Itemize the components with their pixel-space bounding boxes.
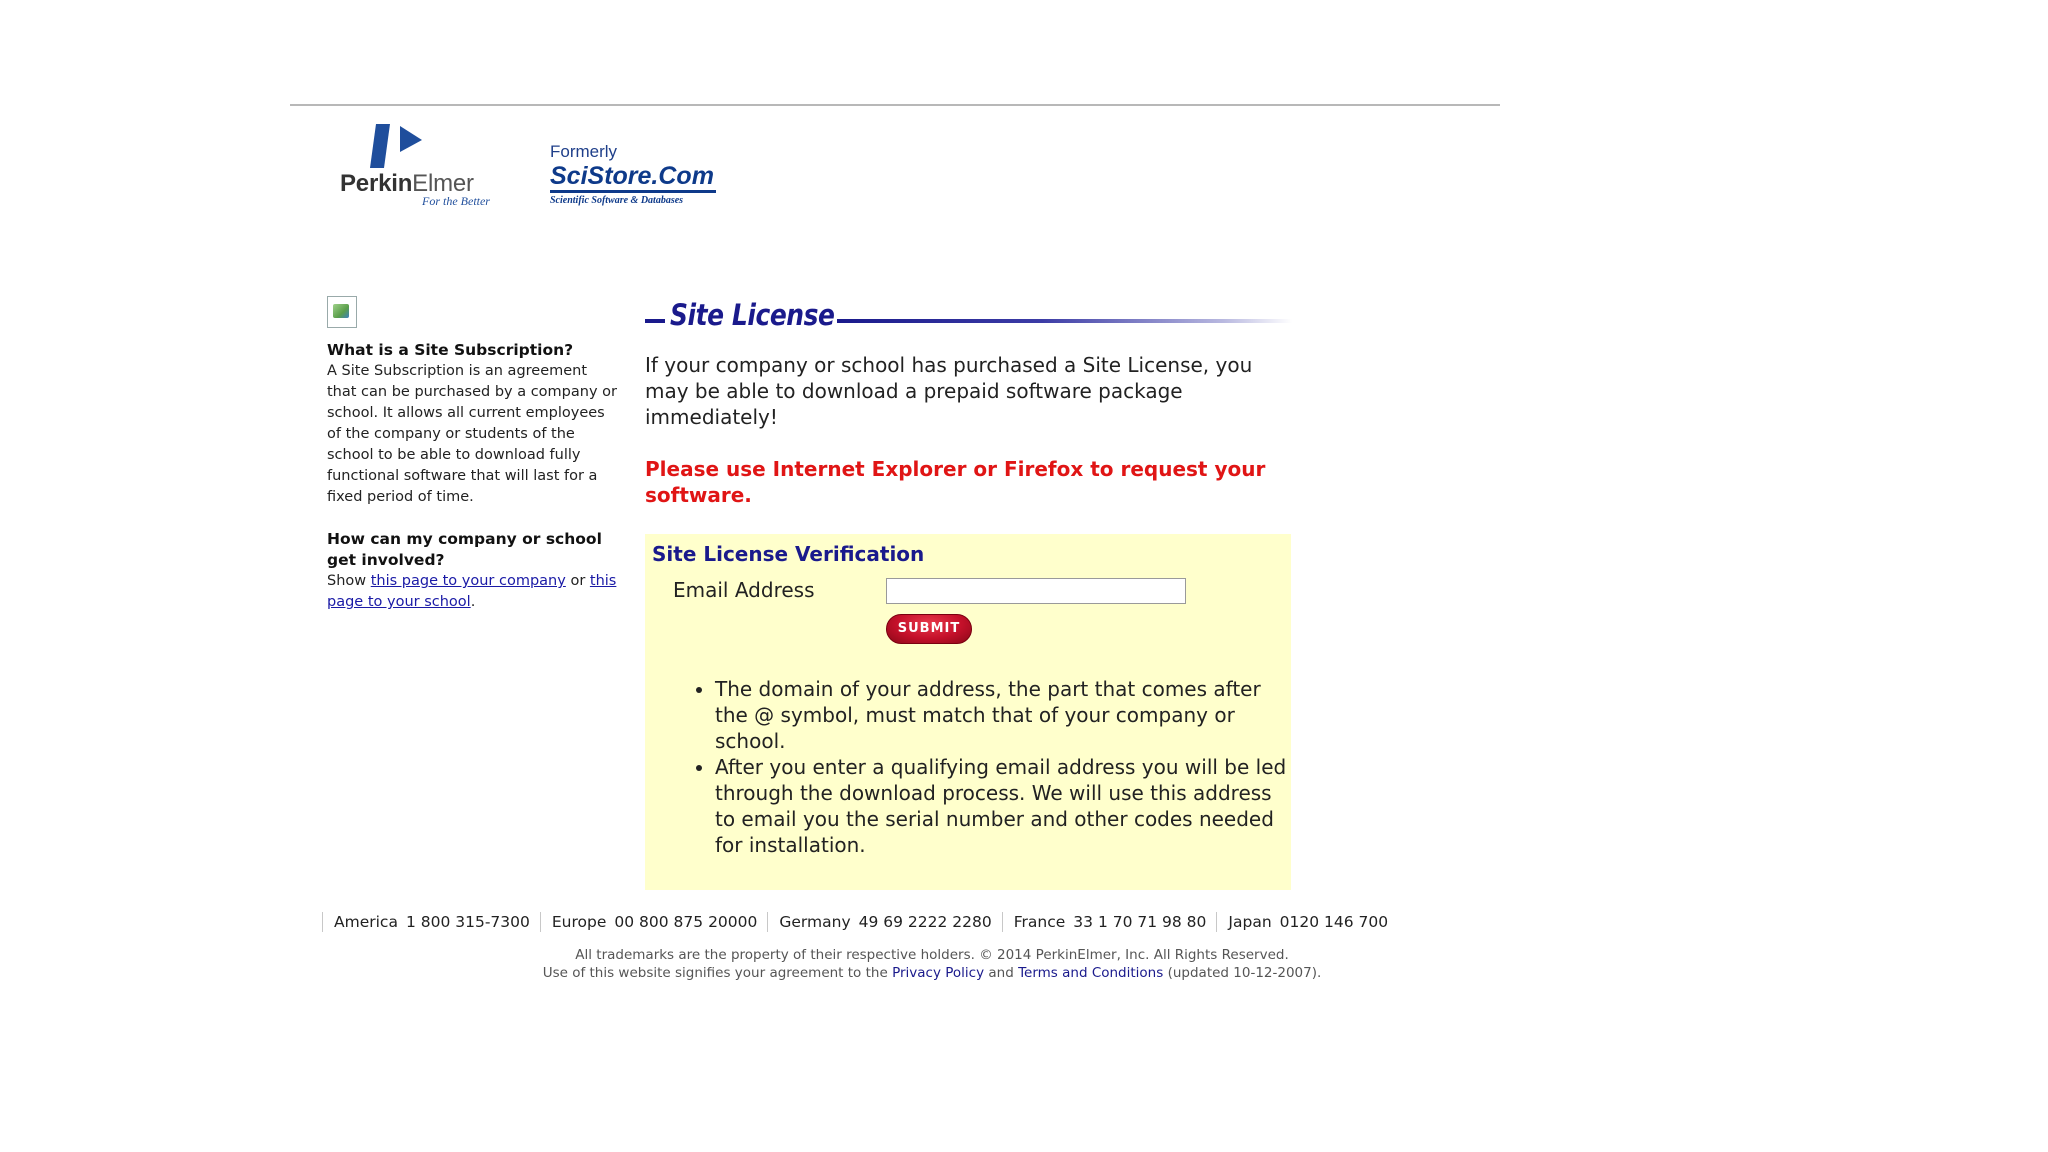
sidebar-question-subscription: What is a Site Subscription? [327,341,574,359]
scistore-tagline: Scientific Software & Databases [550,195,684,206]
period-text: . [470,594,476,610]
phone-france [1002,912,1217,932]
updated-text: (updated 10-12-2007). [1167,965,1322,981]
wordmark-first: Perkin [340,170,413,197]
title-dash [645,319,665,323]
perkinelmer-logo[interactable] [338,122,508,212]
scistore-wordmark: SciStore.Com [550,162,716,193]
sidebar-question-involved: How can my company or school get involved? [327,530,602,569]
phone-number: 1 800 315-7300 [405,913,530,931]
phone-number: 33 1 70 71 98 80 [1073,913,1207,931]
phone-number: 49 69 2222 2280 [858,913,992,931]
and-text: and [988,965,1014,981]
agreement-line [322,964,1542,982]
phone-region: Europe [551,913,607,931]
list-item: • The domain of your address, the part that comes after the @ symbol, must match that of your company or school. [715,676,1295,754]
legal-footer [322,946,1542,982]
verification-notes [689,676,1295,858]
list-item: • After you enter a qualifying email address you will be led through the download process. We will use this address to email you the serial number and other codes needed for installation. [715,754,1295,858]
logo-tagline: For the Better [422,194,490,208]
email-field[interactable] [886,578,1186,604]
phone-europe [540,912,768,932]
phone-region: France [1013,913,1066,931]
terms-link[interactable]: Terms and Conditions [1018,965,1164,981]
copyright-text: All trademarks are the property of their respective holders. © 2014 PerkinElmer, Inc. All Rights Reserved. [575,947,1289,963]
title-underline [837,319,1292,323]
page-title: Site License [670,298,835,332]
or-text: or [570,573,586,589]
verification-panel [645,534,1291,890]
top-divider [290,104,1500,106]
phone-region: Japan [1228,913,1272,931]
phone-region: America [334,913,398,931]
privacy-policy-link[interactable]: Privacy Policy [892,965,985,981]
email-label: Email Address [673,578,815,602]
phone-numbers-bar [322,912,1398,932]
broken-image-icon [327,296,357,328]
company-page-link[interactable]: this page to your company [370,573,566,589]
intro-text: If your company or school has purchased a Site License, you may be able to download a prepaid software package immediately! [645,353,1253,429]
page-title-row [645,298,1295,338]
agreement-prefix: Use of this website signifies your agreement to the [542,965,888,981]
verification-title: Site License Verification [652,542,925,566]
formerly-label: Formerly [550,142,618,161]
phone-number: 00 800 875 20000 [614,913,758,931]
sidebar [327,296,617,613]
phone-region: Germany [779,913,851,931]
show-text: Show [327,573,367,589]
perkinelmer-mark-icon [370,122,430,170]
scistore-logo[interactable] [550,142,730,206]
submit-button[interactable]: SUBMIT [886,614,972,644]
wordmark-second: Elmer [412,170,474,197]
school-page-link[interactable]: this page to your school [327,573,617,610]
sidebar-answer-involved [327,571,617,613]
phone-germany [767,912,1001,932]
phone-america [322,912,540,932]
sidebar-answer-subscription: A Site Subscription is an agreement that can be purchased by a company or school. It allows all current employees of the company or students of the school to be able to download fully functional software that will last for a fixed period of time. [327,363,617,505]
browser-warning: Please use Internet Explorer or Firefox to request your software. [645,457,1266,507]
phone-japan [1216,912,1398,932]
phone-number: 0120 146 700 [1279,913,1389,931]
main-content [645,298,1295,890]
